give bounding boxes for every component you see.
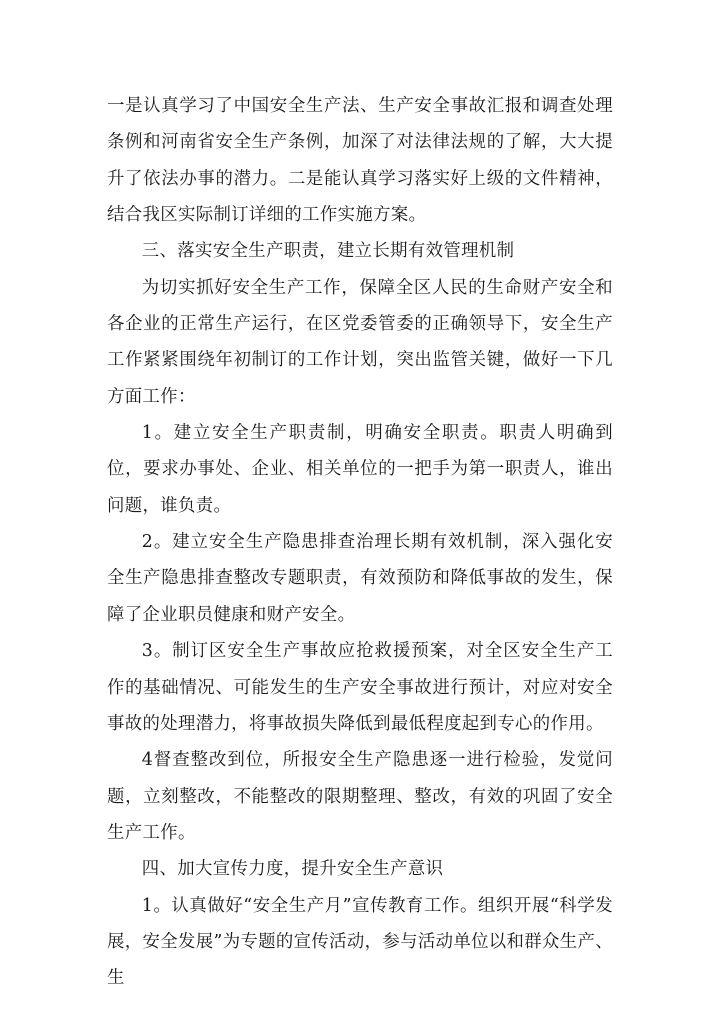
publicity-item-1: 1。认真做好“安全生产月”宣传教育工作。组织开展“科学发展，安全发展”为专题的宣传活动，参与活动单位以和群众生产、生 bbox=[107, 895, 613, 989]
list-item-4: 4督查整改到位，所报安全生产隐患逐一进行检验，发觉问题，立刻整改，不能整改的限期整理、整改，有效的巩固了安全生产工作。 bbox=[107, 750, 613, 843]
list-item-2: 2。建立安全生产隐患排查治理长期有效机制，深入强化安全生产隐患排查整改专题职责，有效预防和降低事故的发生，保障了企业职员健康和财产安全。 bbox=[107, 532, 613, 625]
list-item-3: 3。制订区安全生产事故应抢救援预案，对全区安全生产工作的基础情况、可能发生的生产安全事故进行预计，对应对安全事故的处理潜力，将事故损失降低到最低程度起到专心的作用。 bbox=[107, 641, 613, 734]
section-heading-publicity: 四、加大宣传力度，提升安全生产意识 bbox=[141, 859, 444, 880]
paragraph-study-laws: 一是认真学习了中国安全生产法、生产安全事故汇报和调查处理条例和河南省安全生产条例，加深了对法律法规的了解，大大提升了依法办事的潜力。二是能认真学习落实好上级的文件精神，结合我区实际制订详细的工作实施方案。 bbox=[107, 96, 613, 226]
document-body bbox=[107, 88, 613, 997]
list-item-1: 1。建立安全生产职责制，明确安全职责。职责人明确到位，要求办事处、企业、相关单位的一把手为第一职责人，谁出问题，谁负责。 bbox=[107, 423, 613, 516]
section-heading-responsibility: 三、落实安全生产职责，建立长期有效管理机制 bbox=[141, 241, 515, 262]
paragraph-work-overview: 为切实抓好安全生产工作，保障全区人民的生命财产安全和各企业的正常生产运行，在区党委管委的正确领导下，安全生产工作紧紧围绕年初制订的工作计划，突出监管关键，做好一下几方面工作： bbox=[107, 277, 613, 407]
